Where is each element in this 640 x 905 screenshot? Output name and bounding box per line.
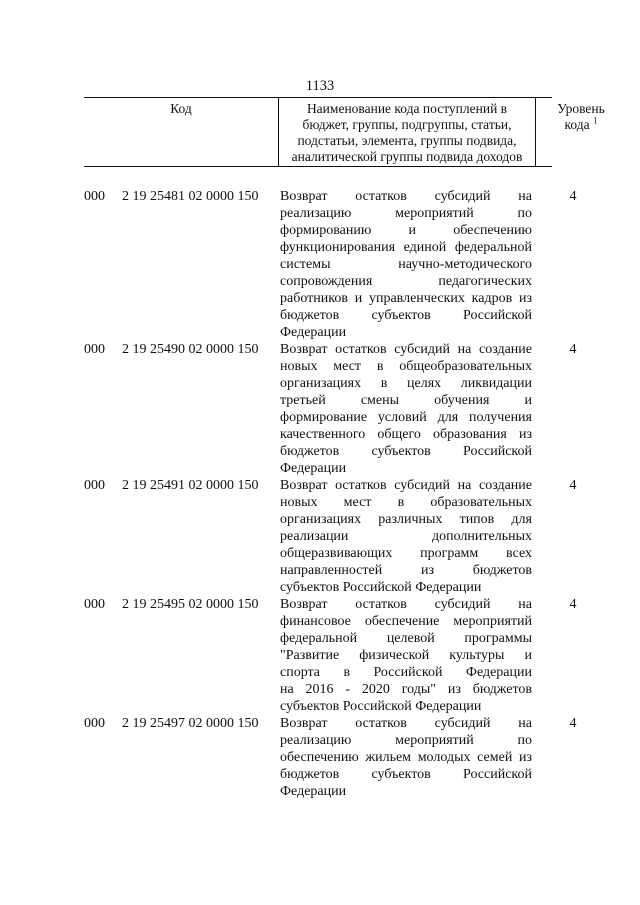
header-name-line: аналитической группы подвида доходов [291,149,523,164]
revenue-name-line: на 2016 - 2020 годы" из бюджетов [280,682,532,697]
footnote-marker: 1 [592,115,598,126]
admin-code: 000 [84,716,105,731]
revenue-name [280,477,532,596]
revenue-name-line: Федерации [280,784,347,799]
revenue-name-line: Федерации [280,461,347,476]
revenue-name-line: системы научно-методического [280,257,532,272]
revenue-name-line: Возврат остатков субсидий на создание [280,342,532,357]
table-body [84,188,584,800]
code-level: 4 [569,597,577,612]
revenue-name-line: формирование условий для получения [280,410,532,425]
revenue-code: 2 19 25481 02 0000 150 [122,189,259,204]
revenue-name-line: реализацию мероприятий по [280,206,532,221]
table-row [84,477,584,596]
revenue-name-line: федеральной целевой программы [280,631,532,646]
revenue-code: 2 19 25490 02 0000 150 [122,342,259,357]
revenue-name-line: Возврат остатков субсидий на создание [280,478,532,493]
revenue-name-line: Возврат остатков субсидий на [280,189,532,204]
revenue-name-line: организациях различных типов для [280,512,532,527]
revenue-name-line: субъектов Российской Федерации [280,699,482,714]
revenue-name [280,341,532,477]
revenue-name-line: Возврат остатков субсидий на [280,716,532,731]
revenue-name-line: новых мест в образовательных [280,495,532,510]
header-level-word: кода [564,117,590,132]
header-name [278,98,536,166]
header-name-line: подстатьи, элемента, группы подвида, [297,133,517,148]
table-row [84,188,584,341]
table-row [84,596,584,715]
revenue-name-line: направленностей из бюджетов [280,563,532,578]
revenue-code: 2 19 25491 02 0000 150 [122,478,259,493]
revenue-name-line: Возврат остатков субсидий на [280,597,532,612]
admin-code: 000 [84,342,105,357]
revenue-name-line: финансовое обеспечение мероприятий [280,614,532,629]
revenue-name-line: спорта в Российской Федерации [280,665,532,680]
code-level: 4 [569,716,577,731]
header-level-line: Уровень [557,101,605,116]
code-level: 4 [569,342,577,357]
header-code: Код [170,101,192,116]
page-number: 1133 [305,78,335,94]
revenue-name-line: функционирования единой федеральной [280,240,532,255]
revenue-name-line: субъектов Российской Федерации [280,580,482,595]
revenue-code: 2 19 25497 02 0000 150 [122,716,259,731]
revenue-name-line: "Развитие физической культуры и [280,648,532,663]
revenue-name-line: новых мест в общеобразовательных [280,359,532,374]
admin-code: 000 [84,597,105,612]
revenue-code: 2 19 25495 02 0000 150 [122,597,259,612]
revenue-name-line: формированию и обеспечению [280,223,532,238]
revenue-name-line: третьей смены обучения и [280,393,532,408]
revenue-name [280,188,532,341]
revenue-name-line: работников и управленческих кадров из [280,291,532,306]
revenue-name-line: реализацию мероприятий по [280,733,532,748]
revenue-name [280,715,532,800]
revenue-name-line: качественного общего образования из [280,427,532,442]
admin-code: 000 [84,189,105,204]
revenue-name-line: бюджетов субъектов Российской [280,308,532,323]
revenue-name-line: общеразвивающих программ всех [280,546,532,561]
revenue-name-line: сопровождения педагогических [280,274,532,289]
header-level-line [536,117,626,133]
table-row [84,715,584,800]
code-level: 4 [569,478,577,493]
revenue-name [280,596,532,715]
table-row [84,341,584,477]
revenue-name-line: обеспечению жильем молодых семей из [280,750,532,765]
code-level: 4 [569,189,577,204]
revenue-name-line: Федерации [280,325,347,340]
revenue-name-line: бюджетов субъектов Российской [280,767,532,782]
admin-code: 000 [84,478,105,493]
header-name-line: бюджет, группы, подгруппы, статьи, [302,117,512,132]
revenue-name-line: бюджетов субъектов Российской [280,444,532,459]
header-name-line: Наименование кода поступлений в [306,101,508,116]
revenue-name-line: реализации дополнительных [280,529,532,544]
header-level [536,98,626,166]
table-header [84,97,605,167]
revenue-name-line: организациях в целях ликвидации [280,376,532,391]
